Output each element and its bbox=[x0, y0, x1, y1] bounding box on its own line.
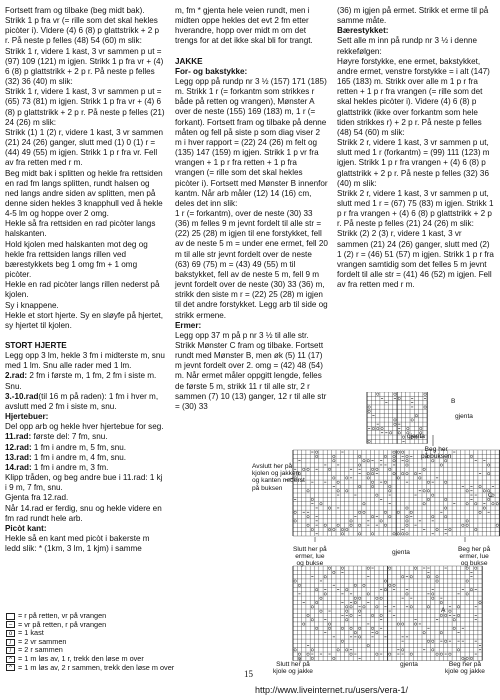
paragraph bbox=[5, 412, 165, 422]
paragraph bbox=[337, 138, 495, 189]
legend-symbol-icon: ^ bbox=[6, 664, 15, 671]
paragraph-text: Strikk 1 r, videre 1 kast, 3 vr sammen p ut = (97) 109 (121) m igjen. Strikk 1 p fra vr + (4) 6 (8) p glattstrikk + 2 p r. På neste p felles (32) 36 (40) m slik: bbox=[5, 46, 164, 87]
paragraph bbox=[5, 169, 165, 220]
spacer bbox=[5, 331, 165, 341]
paragraph-text: Legg opp på rundp nr 3 ½ (157) 171 (185) m. Strikk 1 r (= forkantm som strikkes r både på retten og vrangen), Mønster A over de neste (155) 169 (183) m, 1 r (= forkant). Fortsett fram og tilbake på denne måten og fell på siste p som diag viser 2 m i hver rapport = (22) 24 (26) m felt og (135) 147 (159) m igjen. Strikk 1 p vr fra vrangen + 1 p r fra retten + 1 p fra vrangen (= rille som det skal hekles picòter i). Fortsett med Mønster B innenfor kantm. Når arb måler (12) 14 (16) cm, deles det inn slik: bbox=[175, 76, 328, 208]
section-heading bbox=[175, 67, 328, 77]
paragraph-text: JAKKE bbox=[175, 56, 203, 66]
paragraph-text: Hekle så en kant med picòt i bakerste m ledd slik: * (1km, 3 lm, 1 kjm) i samme bbox=[5, 533, 150, 554]
run-in-heading: 12.rad: bbox=[5, 442, 32, 452]
paragraph bbox=[5, 301, 165, 311]
label-chart-a-gjenta: gjenta bbox=[400, 661, 418, 668]
run-in-heading: Hjertebuer: bbox=[5, 412, 49, 422]
paragraph bbox=[5, 443, 165, 453]
source-url: http://www.liveinternet.ru/users/vera-1/ bbox=[255, 685, 409, 695]
paragraph-text: Strikk 2 r, videre 1 kast, 3 vr sammen p ut, slutt med 1 r (forkantm) = (99) 111 (123) m igjen. Strikk 1 p r fra vrangen + (4) 6 (8) p glattstrikk + 2 p r. På neste p felles (32) 36 (40) m slik: bbox=[337, 138, 490, 188]
paragraph-text: Hold kjolen med halskanten mot deg og hekle fra rettsiden langs rillen ved bærestykkets beg 1 omg fm + 1 omg picòter. bbox=[5, 239, 148, 280]
paragraph-text: Sy i knappene. bbox=[5, 300, 59, 310]
label-chart-b-gjenta-side: gjenta bbox=[455, 413, 473, 420]
legend-symbol-icon bbox=[6, 613, 15, 620]
symbol-legend bbox=[6, 612, 174, 672]
paragraph bbox=[5, 453, 165, 463]
paragraph bbox=[5, 524, 165, 534]
paragraph bbox=[5, 371, 165, 391]
paragraph bbox=[5, 47, 165, 88]
paragraph-text: 1 fm i andre m, 3 fm. bbox=[31, 462, 109, 472]
column-2 bbox=[175, 6, 328, 412]
paragraph bbox=[175, 6, 328, 47]
paragraph bbox=[175, 77, 328, 209]
section-heading bbox=[5, 341, 165, 351]
label-chart-b: B bbox=[451, 398, 456, 405]
paragraph-text: STORT HJERTE bbox=[5, 341, 67, 350]
paragraph-text: 1 r (= forkantm), over de neste (30) 33 (36) m felles 9 m jevnt fordelt til alle str = (22) 25 (28) m igjen til ene forstykket, fell av de neste 5 m = under ene ermet, fell 20 m til alle str jevnt fordelt over de neste (63) 69 (75) m = (43) 49 (55) m til bakstykket, fell av de neste 5 m, fell 9 m jevnt fordelt over de neste (30) 33 (36) m, strikk den siste m r = (22) 25 (28) m igjen til det andre forstykket. Legg arb til side og strikk ermene. bbox=[175, 208, 328, 320]
paragraph-text: Hekle så fra rettsiden en rad picòter langs halskanten. bbox=[5, 219, 156, 239]
paragraph bbox=[5, 219, 165, 239]
paragraph bbox=[337, 189, 495, 230]
paragraph-text: 2 fm i første m, 1 fm, 2 fm i siste m. Snu. bbox=[5, 371, 157, 391]
label-slutt-kjole: Slutt her på kjole og jakke bbox=[273, 661, 313, 676]
paragraph bbox=[5, 351, 165, 371]
label-beg-bukse: Beg her på buksen bbox=[421, 446, 452, 461]
paragraph bbox=[5, 422, 165, 432]
label-chart-b-gjenta-bottom: gjenta bbox=[407, 433, 425, 440]
paragraph-text: Strikk (2) 2 (3) r, videre 1 kast, 3 vr sammen (21) 24 (26) ganger, slutt med (2) 1 (2) r = (46) 51 (57) m igjen. Strikk 1 p r fra vrangen samtidig som det felles 5 m jevnt fordelt til alle str = (41) 46 (52) m igjen. Fell av fra retten med r m. bbox=[337, 229, 494, 290]
label-slutt-ermer: Slutt her på ermer, lue og bukse bbox=[293, 546, 327, 568]
paragraph bbox=[5, 534, 165, 554]
paragraph bbox=[5, 240, 165, 281]
paragraph-text: m, fm * gjenta hele veien rundt, men i midten oppe hekles det evt 2 fm etter hverandre, hopp over midt m om det trengs for at det ikke skal bli for trangt. bbox=[175, 6, 313, 46]
paragraph-text: Strikk 2 r, videre 1 kast, 3 vr sammen p ut, slutt med 1 r = (67) 75 (83) m igjen. Strikk 1 p r fra vrangen + (4) 6 (8) p glattstrikk + 2 p r. På neste p felles (21) 24 (26) m slik: bbox=[337, 188, 494, 229]
paragraph-text: 1 fm i andre m, 4 fm, snu. bbox=[31, 452, 127, 462]
paragraph-text: Legg opp 37 m på p nr 3 ½ til alle str. Strikk Mønster C fram og tilbake. Fortsett rundt med Mønster B, men øk (5) 11 (17) m jevnt fordelt over 2. omg = (42) 48 (54) m. Når ermet måler oppgitt lengde, felles de første 5 m, strikk 11 r til alle str, 2 r sammen (7) 10 (13) ganger, 12 r til alle str = (30) 33 bbox=[175, 330, 327, 411]
legend-symbol-icon: ^ bbox=[6, 656, 15, 663]
paragraph-text: Hekle en rad picòter langs rillen nederst på kjolen. bbox=[5, 280, 160, 300]
legend-label: = vr på retten, r på vrangen bbox=[18, 619, 107, 629]
column-3 bbox=[337, 6, 495, 290]
paragraph bbox=[5, 6, 165, 47]
page-number: 15 bbox=[244, 669, 253, 679]
paragraph-text: Strikk 1 r, videre 1 kast, 3 vr sammen p ut = (65) 73 (81) m igjen. Strikk 1 p fra vr + (4) 6 (8) p glattstrikk + 2 p r. På neste p felles (21) 24 (26) m slik: bbox=[5, 87, 165, 127]
paragraph bbox=[5, 311, 165, 331]
legend-label: = 2 r sammen bbox=[18, 645, 63, 655]
legend-symbol-icon: – bbox=[6, 621, 15, 628]
legend-label: = 1 kast bbox=[18, 628, 44, 638]
paragraph bbox=[337, 229, 495, 290]
paragraph bbox=[5, 493, 165, 503]
spacer bbox=[175, 47, 328, 57]
run-in-heading: 11.rad: bbox=[5, 432, 32, 442]
paragraph bbox=[5, 432, 165, 442]
paragraph-text: For- og bakstykke: bbox=[175, 66, 248, 76]
paragraph-text: Fortsett fram og tilbake (beg midt bak). Strikk 1 p fra vr (= rille som det skal hekles picòter i). Videre (4) 6 (8) p glattstrikk + 2 p r. På neste p felles (48) 54 (60) m slik: bbox=[5, 6, 160, 46]
paragraph-text: (til 16 m på raden): 1 fm i hver m, avslutt med 2 fm i siste m, snu. bbox=[5, 391, 159, 411]
paragraph-text: Klipp tråden, og beg andre bue i 11.rad: 1 kj i 9 m, 7 fm, snu. bbox=[5, 473, 163, 493]
paragraph-text: Ermer: bbox=[175, 320, 202, 330]
legend-label: = 1 m løs av, 2 r sammen, trekk den løse m over bbox=[18, 662, 175, 672]
paragraph bbox=[5, 392, 165, 412]
legend-symbol-icon: / bbox=[6, 647, 15, 654]
legend-symbol-icon: o bbox=[6, 630, 15, 637]
paragraph-text: 1 fm i andre m, 5 fm, snu. bbox=[31, 442, 127, 452]
paragraph-text: Beg midt bak i splitten og hekle fra rettsiden en rad fm langs splitten, rundt halsen og ned langs andre siden av splitten, men på denne siden hekles 3 knapphull ved å hekle 4-5 lm og hoppe over 2 omg. bbox=[5, 168, 163, 219]
label-beg-ermer: Beg her på ermer, lue og bukse bbox=[458, 546, 491, 568]
knitting-chart-graphic bbox=[255, 392, 500, 682]
paragraph-text: Når 14.rad er ferdig, snu og hekle videre en fm rad rundt hele arb. bbox=[5, 503, 162, 523]
label-beg-kjole: Beg her på kjole og jakke bbox=[445, 661, 485, 676]
run-in-heading: 3.-10.rad bbox=[5, 391, 39, 401]
legend-label: = 1 m løs av, 1 r, trekk den løse m over bbox=[18, 653, 144, 663]
paragraph bbox=[337, 36, 495, 56]
paragraph-text: første del: 7 fm, snu. bbox=[31, 432, 108, 442]
paragraph bbox=[337, 57, 495, 138]
run-in-heading: 14.rad: bbox=[5, 462, 32, 472]
chart-a-grid bbox=[293, 566, 482, 661]
run-in-heading: 13.rad: bbox=[5, 452, 32, 462]
paragraph-text: Bærestykket: bbox=[337, 26, 389, 36]
label-avslutt: Avslutt her på kjolen og jakken og kanten nederst på buksen bbox=[252, 463, 305, 492]
paragraph bbox=[5, 87, 165, 128]
paragraph-text: Høyre forstykke, ene ermet, bakstykket, andre ermet, venstre forstykke = i alt (147) 165 (183) m. Strikk over alle m 1 p r fra retten + 1 p r fra vrangen (= rille som det skal hekles picòter i). Videre (4) 6 (8) p glattstrikk (ikke over forkantm som hele tiden strikkes r) + 2 p r. På neste p felles (48) 54 (60) m slik: bbox=[337, 56, 490, 137]
paragraph bbox=[175, 209, 328, 321]
paragraph-text: Gjenta fra 12.rad. bbox=[5, 493, 69, 503]
legend-label: = 2 vr sammen bbox=[18, 636, 67, 646]
label-chart-c-gjenta: gjenta bbox=[392, 549, 410, 556]
legend-row bbox=[6, 664, 174, 673]
legend-label: = r på retten, vr på vrangen bbox=[18, 611, 107, 620]
paragraph-text: Legg opp 3 lm, hekle 3 fm i midterste m, snu med 1 lm. Snu alle rader med 1 lm. bbox=[5, 351, 165, 371]
chart-c-grid bbox=[293, 450, 500, 536]
section-heading bbox=[175, 321, 328, 331]
paragraph-text: Hekle et stort hjerte. Sy en sløyfe på hjertet, sy hjertet til kjolen. bbox=[5, 310, 164, 330]
paragraph-text: Sett alle m inn på rundp nr 3 ½ i denne rekkefølgen: bbox=[337, 36, 478, 56]
knitting-charts bbox=[252, 392, 500, 682]
legend-symbol-icon: / bbox=[6, 639, 15, 646]
section-heading bbox=[175, 57, 328, 67]
paragraph bbox=[337, 6, 495, 26]
paragraph-text: (36) m igjen på ermet. Strikk et erme til på samme måte. bbox=[337, 6, 489, 26]
run-in-heading: Picòt kant: bbox=[5, 523, 47, 533]
label-chart-a: A bbox=[441, 607, 446, 614]
paragraph-text: Del opp arb og hekle hver hjertebue for seg. bbox=[5, 422, 164, 432]
paragraph bbox=[5, 280, 165, 300]
label-chart-c: C bbox=[488, 492, 493, 499]
paragraph bbox=[5, 473, 165, 493]
paragraph-text: Strikk (1) 1 (2) r, videre 1 kast, 3 vr sammen (21) 24 (26) ganger, slutt med (1) 0 (1) r = (44) 49 (55) m igjen. Strikk 1 p r fra vr. Fell av fra retten med r m. bbox=[5, 127, 164, 168]
paragraph bbox=[5, 463, 165, 473]
section-heading bbox=[337, 26, 495, 36]
column-1 bbox=[5, 6, 165, 554]
paragraph bbox=[5, 128, 165, 169]
run-in-heading: 2.rad: bbox=[5, 371, 28, 381]
paragraph bbox=[5, 504, 165, 524]
